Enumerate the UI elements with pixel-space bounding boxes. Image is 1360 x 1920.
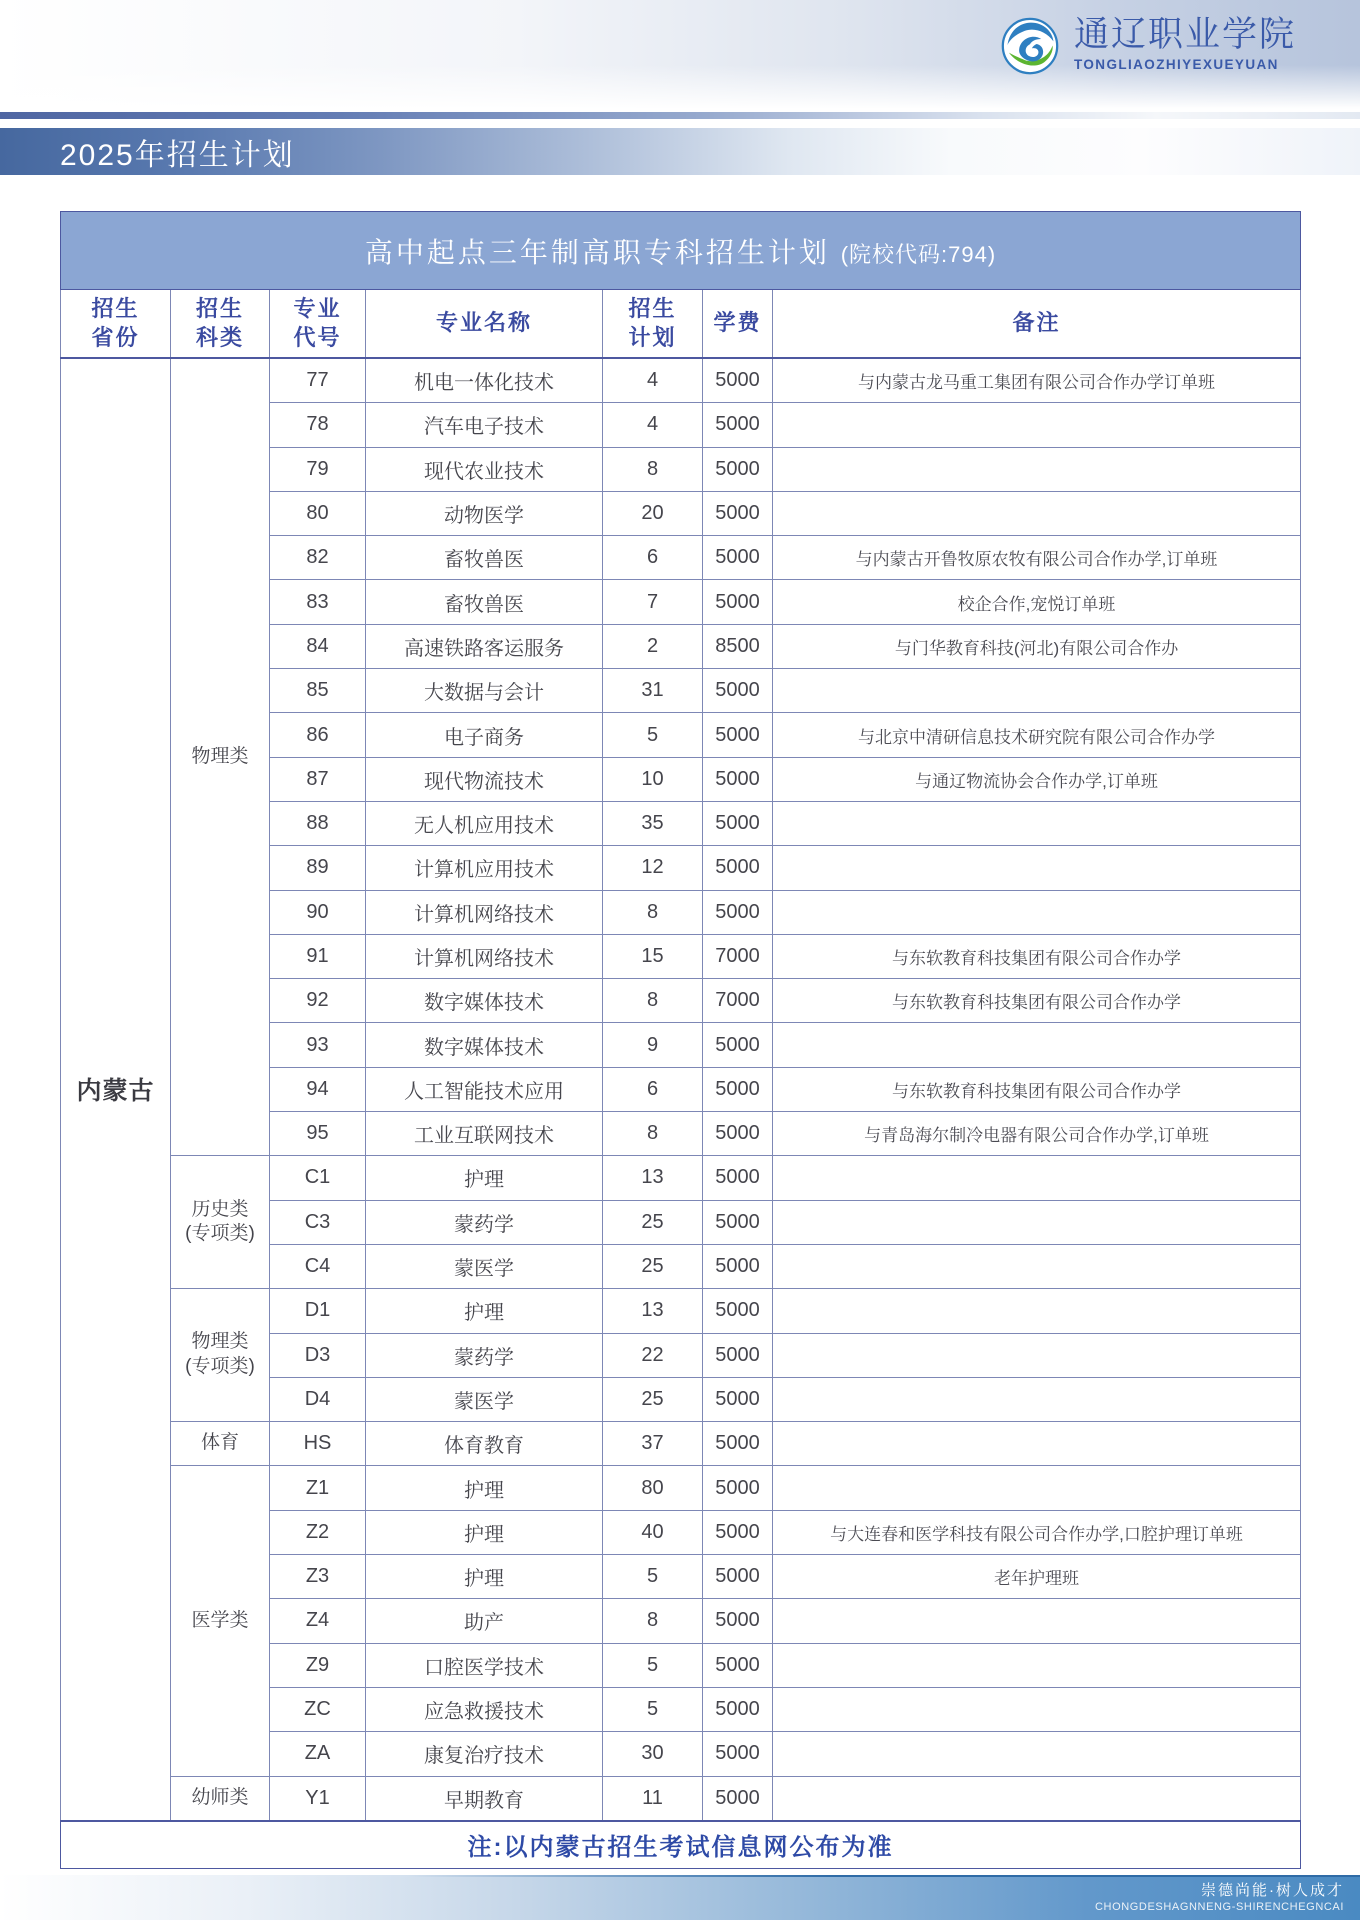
remark-cell [773, 1023, 1301, 1067]
plan-count-cell: 22 [603, 1333, 703, 1377]
code-cell: 87 [270, 757, 366, 801]
major-name-cell: 护理 [366, 1510, 603, 1554]
code-cell: Z3 [270, 1555, 366, 1599]
plan-count-cell: 9 [603, 1023, 703, 1067]
remark-cell [773, 1377, 1301, 1421]
plan-count-cell: 30 [603, 1732, 703, 1776]
plan-count-cell: 13 [603, 1156, 703, 1200]
remark-cell [773, 1687, 1301, 1731]
remark-cell [773, 1422, 1301, 1466]
fee-cell: 5000 [703, 358, 773, 403]
major-name-cell: 早期教育 [366, 1776, 603, 1821]
major-name-cell: 护理 [366, 1555, 603, 1599]
remark-cell [773, 890, 1301, 934]
plan-count-cell: 8 [603, 447, 703, 491]
plan-count-cell: 8 [603, 1599, 703, 1643]
col-header-plan: 招生 计划 [603, 290, 703, 359]
remark-cell [773, 1289, 1301, 1333]
major-name-cell: 工业互联网技术 [366, 1112, 603, 1156]
remark-cell [773, 1643, 1301, 1687]
table-row [61, 1422, 1301, 1466]
college-logo-icon [1000, 16, 1060, 76]
remark-cell [773, 1156, 1301, 1200]
fee-cell: 5000 [703, 890, 773, 934]
major-name-cell: 蒙药学 [366, 1200, 603, 1244]
major-name-cell: 畜牧兽医 [366, 536, 603, 580]
remark-cell: 与东软教育科技集团有限公司合作办学 [773, 1067, 1301, 1111]
table-title-code: (院校代码:794) [840, 241, 997, 267]
code-cell: 95 [270, 1112, 366, 1156]
code-cell: Y1 [270, 1776, 366, 1821]
major-name-cell: 数字媒体技术 [366, 1023, 603, 1067]
remark-cell [773, 1200, 1301, 1244]
table-note-row [61, 1821, 1301, 1869]
code-cell: 78 [270, 403, 366, 447]
code-cell: 84 [270, 624, 366, 668]
fee-cell: 7000 [703, 979, 773, 1023]
brand-block [1000, 14, 1296, 76]
plan-count-cell: 10 [603, 757, 703, 801]
plan-count-cell: 4 [603, 358, 703, 403]
remark-cell: 与东软教育科技集团有限公司合作办学 [773, 934, 1301, 978]
major-name-cell: 康复治疗技术 [366, 1732, 603, 1776]
remark-cell: 与青岛海尔制冷电器有限公司合作办学,订单班 [773, 1112, 1301, 1156]
remark-cell [773, 1732, 1301, 1776]
plan-count-cell: 5 [603, 713, 703, 757]
fee-cell: 5000 [703, 1687, 773, 1731]
code-cell: Z1 [270, 1466, 366, 1510]
major-name-cell: 畜牧兽医 [366, 580, 603, 624]
plan-count-cell: 4 [603, 403, 703, 447]
code-cell: 93 [270, 1023, 366, 1067]
code-cell: C3 [270, 1200, 366, 1244]
major-name-cell: 蒙医学 [366, 1244, 603, 1288]
table-row [61, 1466, 1301, 1510]
footer-bar [0, 1875, 1360, 1920]
remark-cell [773, 846, 1301, 890]
col-header-province: 招生 省份 [61, 290, 171, 359]
fee-cell: 5000 [703, 1023, 773, 1067]
section-title-bar [0, 128, 1360, 175]
fee-cell: 5000 [703, 1599, 773, 1643]
col-header-name: 专业名称 [366, 290, 603, 359]
remark-cell: 与东软教育科技集团有限公司合作办学 [773, 979, 1301, 1023]
footer-motto-en: CHONGDESHAGNNENG-SHIRENCHEGNCAI [1094, 1900, 1344, 1913]
fee-cell: 5000 [703, 669, 773, 713]
remark-cell [773, 491, 1301, 535]
plan-count-cell: 37 [603, 1422, 703, 1466]
category-cell: 幼师类 [171, 1776, 270, 1821]
remark-cell [773, 1333, 1301, 1377]
fee-cell: 5000 [703, 491, 773, 535]
plan-count-cell: 6 [603, 536, 703, 580]
plan-count-cell: 25 [603, 1377, 703, 1421]
fee-cell: 5000 [703, 1067, 773, 1111]
plan-count-cell: 7 [603, 580, 703, 624]
plan-count-cell: 80 [603, 1466, 703, 1510]
table-row [61, 1776, 1301, 1821]
remark-cell [773, 1466, 1301, 1510]
code-cell: 90 [270, 890, 366, 934]
code-cell: 80 [270, 491, 366, 535]
plan-count-cell: 25 [603, 1244, 703, 1288]
fee-cell: 5000 [703, 801, 773, 845]
fee-cell: 5000 [703, 1510, 773, 1554]
plan-count-cell: 25 [603, 1200, 703, 1244]
code-cell: 88 [270, 801, 366, 845]
fee-cell: 5000 [703, 1200, 773, 1244]
remark-cell: 与门华教育科技(河北)有限公司合作办 [773, 624, 1301, 668]
major-name-cell: 汽车电子技术 [366, 403, 603, 447]
plan-count-cell: 2 [603, 624, 703, 668]
code-cell: 77 [270, 358, 366, 403]
code-cell: 92 [270, 979, 366, 1023]
remark-cell: 与内蒙古开鲁牧原农牧有限公司合作办学,订单班 [773, 536, 1301, 580]
major-name-cell: 蒙医学 [366, 1377, 603, 1421]
plan-count-cell: 31 [603, 669, 703, 713]
remark-cell: 与通辽物流协会合作办学,订单班 [773, 757, 1301, 801]
plan-count-cell: 15 [603, 934, 703, 978]
fee-cell: 5000 [703, 1776, 773, 1821]
remark-cell: 校企合作,宠悦订单班 [773, 580, 1301, 624]
category-cell: 体育 [171, 1422, 270, 1466]
table-row [61, 1156, 1301, 1200]
remark-cell: 与北京中清研信息技术研究院有限公司合作办学 [773, 713, 1301, 757]
major-name-cell: 护理 [366, 1156, 603, 1200]
plan-count-cell: 6 [603, 1067, 703, 1111]
col-header-code: 专业 代号 [270, 290, 366, 359]
fee-cell: 5000 [703, 403, 773, 447]
code-cell: D3 [270, 1333, 366, 1377]
code-cell: HS [270, 1422, 366, 1466]
fee-cell: 5000 [703, 1466, 773, 1510]
plan-table-body [61, 358, 1301, 1821]
major-name-cell: 口腔医学技术 [366, 1643, 603, 1687]
plan-count-cell: 8 [603, 979, 703, 1023]
province-cell: 内蒙古 [61, 358, 171, 1821]
fee-cell: 5000 [703, 1156, 773, 1200]
code-cell: 83 [270, 580, 366, 624]
major-name-cell: 机电一体化技术 [366, 358, 603, 403]
plan-count-cell: 5 [603, 1555, 703, 1599]
remark-cell: 与内蒙古龙马重工集团有限公司合作办学订单班 [773, 358, 1301, 403]
code-cell: 85 [270, 669, 366, 713]
fee-cell: 5000 [703, 1422, 773, 1466]
fee-cell: 5000 [703, 1555, 773, 1599]
code-cell: Z9 [270, 1643, 366, 1687]
table-row [61, 1289, 1301, 1333]
major-name-cell: 电子商务 [366, 713, 603, 757]
category-cell: 历史类 (专项类) [171, 1156, 270, 1289]
plan-count-cell: 8 [603, 1112, 703, 1156]
code-cell: 89 [270, 846, 366, 890]
major-name-cell: 助产 [366, 1599, 603, 1643]
col-header-category: 招生 科类 [171, 290, 270, 359]
code-cell: C1 [270, 1156, 366, 1200]
category-cell: 医学类 [171, 1466, 270, 1776]
major-name-cell: 数字媒体技术 [366, 979, 603, 1023]
major-name-cell: 应急救援技术 [366, 1687, 603, 1731]
major-name-cell: 体育教育 [366, 1422, 603, 1466]
fee-cell: 5000 [703, 1333, 773, 1377]
major-name-cell: 护理 [366, 1289, 603, 1333]
table-title [61, 212, 1301, 290]
major-name-cell: 高速铁路客运服务 [366, 624, 603, 668]
code-cell: ZC [270, 1687, 366, 1731]
fee-cell: 5000 [703, 1377, 773, 1421]
table-row [61, 358, 1301, 403]
footer-motto: 崇德尚能·树人成才 [1201, 1882, 1344, 1899]
fee-cell: 5000 [703, 846, 773, 890]
code-cell: 94 [270, 1067, 366, 1111]
major-name-cell: 现代物流技术 [366, 757, 603, 801]
col-header-fee: 学费 [703, 290, 773, 359]
code-cell: ZA [270, 1732, 366, 1776]
fee-cell: 7000 [703, 934, 773, 978]
major-name-cell: 人工智能技术应用 [366, 1067, 603, 1111]
plan-count-cell: 35 [603, 801, 703, 845]
plan-count-cell: 8 [603, 890, 703, 934]
code-cell: 91 [270, 934, 366, 978]
major-name-cell: 计算机应用技术 [366, 846, 603, 890]
plan-count-cell: 11 [603, 1776, 703, 1821]
code-cell: C4 [270, 1244, 366, 1288]
remark-cell: 老年护理班 [773, 1555, 1301, 1599]
remark-cell: 与大连春和医学科技有限公司合作办学,口腔护理订单班 [773, 1510, 1301, 1554]
fee-cell: 5000 [703, 536, 773, 580]
major-name-cell: 现代农业技术 [366, 447, 603, 491]
fee-cell: 5000 [703, 1244, 773, 1288]
code-cell: 82 [270, 536, 366, 580]
top-brand-band [0, 0, 1360, 112]
table-note: 注:以内蒙古招生考试信息网公布为准 [61, 1821, 1301, 1869]
remark-cell [773, 801, 1301, 845]
category-cell: 物理类 [171, 358, 270, 1156]
plan-count-cell: 5 [603, 1643, 703, 1687]
remark-cell [773, 403, 1301, 447]
col-header-remark: 备注 [773, 290, 1301, 359]
code-cell: Z2 [270, 1510, 366, 1554]
code-cell: D4 [270, 1377, 366, 1421]
code-cell: 86 [270, 713, 366, 757]
column-header-row [61, 290, 1301, 359]
major-name-cell: 动物医学 [366, 491, 603, 535]
code-cell: Z4 [270, 1599, 366, 1643]
major-name-cell: 无人机应用技术 [366, 801, 603, 845]
brand-name-en: TONGLIAOZHIYEXUEYUAN [1074, 57, 1279, 72]
code-cell: 79 [270, 447, 366, 491]
fee-cell: 8500 [703, 624, 773, 668]
fee-cell: 5000 [703, 757, 773, 801]
header-divider-rule [0, 112, 1360, 119]
fee-cell: 5000 [703, 580, 773, 624]
fee-cell: 5000 [703, 1289, 773, 1333]
code-cell: D1 [270, 1289, 366, 1333]
fee-cell: 5000 [703, 713, 773, 757]
fee-cell: 5000 [703, 1732, 773, 1776]
remark-cell [773, 669, 1301, 713]
plan-count-cell: 12 [603, 846, 703, 890]
remark-cell [773, 1776, 1301, 1821]
plan-count-cell: 5 [603, 1687, 703, 1731]
remark-cell [773, 1599, 1301, 1643]
major-name-cell: 大数据与会计 [366, 669, 603, 713]
major-name-cell: 护理 [366, 1466, 603, 1510]
enrollment-plan-table [60, 211, 1301, 1869]
table-title-row [61, 212, 1301, 290]
fee-cell: 5000 [703, 1643, 773, 1687]
major-name-cell: 计算机网络技术 [366, 934, 603, 978]
remark-cell [773, 447, 1301, 491]
enrollment-plan-table-wrap [60, 211, 1300, 1869]
brand-name: 通辽职业学院 [1074, 15, 1297, 54]
section-title: 2025年招生计划 [60, 138, 295, 172]
plan-count-cell: 20 [603, 491, 703, 535]
major-name-cell: 蒙药学 [366, 1333, 603, 1377]
major-name-cell: 计算机网络技术 [366, 890, 603, 934]
table-title-text: 高中起点三年制高职专科招生计划 [364, 236, 830, 268]
plan-count-cell: 40 [603, 1510, 703, 1554]
plan-count-cell: 13 [603, 1289, 703, 1333]
fee-cell: 5000 [703, 1112, 773, 1156]
fee-cell: 5000 [703, 447, 773, 491]
category-cell: 物理类 (专项类) [171, 1289, 270, 1422]
remark-cell [773, 1244, 1301, 1288]
